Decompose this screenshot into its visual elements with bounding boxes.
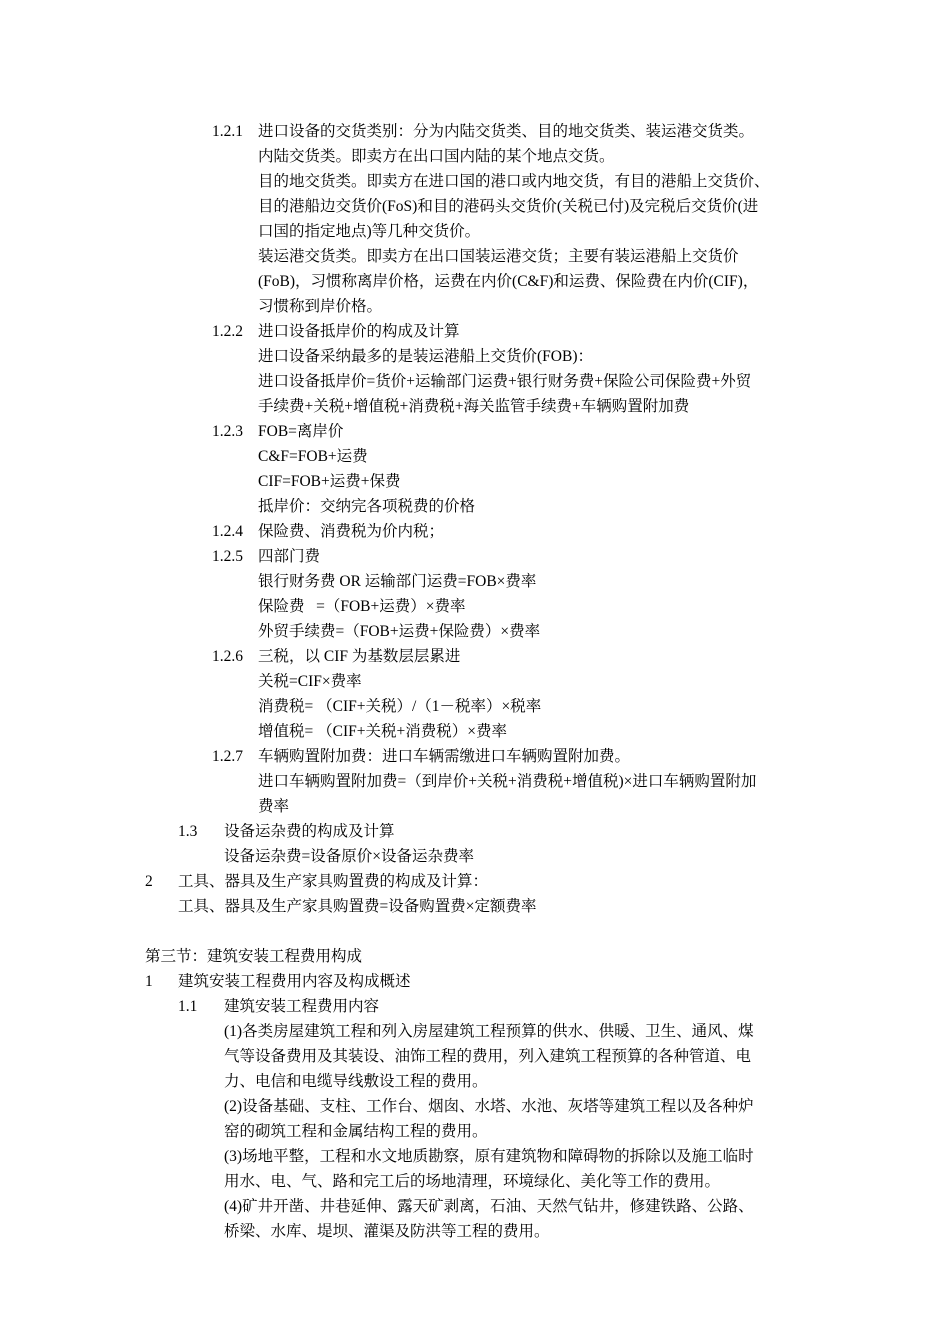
section-number: 1.2.4 — [212, 523, 243, 540]
section-number: 1.1 — [178, 998, 198, 1015]
text-line: 进口设备抵岸价=货价+运输部门运费+银行财务费+保险公司保险费+外贸 — [258, 373, 752, 390]
text-line: 目的地交货类。即卖方在进口国的港口或内地交货，有目的港船上交货价、 — [258, 173, 770, 190]
section-heading: 四部门费 — [258, 548, 321, 565]
text-line: 抵岸价：交纳完各项税费的价格 — [258, 498, 476, 515]
text-line: 习惯称到岸价格。 — [258, 298, 383, 315]
section-heading: 建筑安装工程费用内容及构成概述 — [178, 973, 411, 990]
text-line: 口国的指定地点)等几种交货价。 — [258, 223, 481, 240]
section-heading: 工具、器具及生产家具购置费的构成及计算： — [178, 873, 489, 890]
paragraph-line: 气等设备费用及其装设、油饰工程的费用，列入建筑工程预算的各种管道、电 — [224, 1048, 752, 1065]
paragraph-line: 桥梁、水库、堤坝、灌渠及防洪等工程的费用。 — [224, 1223, 550, 1240]
text-line: 目的港船边交货价(FoS)和目的港码头交货价(关税已付)及完税后交货价(进 — [258, 198, 759, 215]
text-line: (FoB)，习惯称离岸价格，运费在内价(C&F)和运费、保险费在内价(CIF)， — [258, 273, 759, 290]
paragraph-line: (3)场地平整，工程和水文地质勘察，原有建筑物和障碍物的拆除以及施工临时 — [224, 1148, 754, 1165]
section-heading: 设备运杂费的构成及计算 — [224, 823, 395, 840]
formula-line: 银行财务费 OR 运输部门运费=FOB×费率 — [258, 573, 537, 590]
section-heading: 进口设备的交货类别：分为内陆交货类、目的地交货类、装运港交货类。 — [258, 123, 755, 140]
formula-line: 费率 — [258, 798, 290, 815]
section-number: 1.2.5 — [212, 548, 243, 565]
paragraph-line: 用水、电、气、路和完工后的场地清理，环境绿化、美化等工作的费用。 — [224, 1173, 721, 1190]
text-line: 内陆交货类。即卖方在出口国内陆的某个地点交货。 — [258, 148, 615, 165]
section-heading: 三税，以 CIF 为基数层层累进 — [258, 648, 461, 665]
section-number: 1.2.3 — [212, 423, 243, 440]
formula-line: 工具、器具及生产家具购置费=设备购置费×定额费率 — [178, 898, 537, 915]
paragraph-line: (4)矿井开凿、井巷延伸、露天矿剥离，石油、天然气钻井，修建铁路、公路、 — [224, 1198, 754, 1215]
text-line: 装运港交货类。即卖方在出口国装运港交货；主要有装运港船上交货价 — [258, 248, 739, 265]
formula-line: 消费税= （CIF+关税）/（1－税率）×税率 — [258, 698, 542, 715]
chapter-title: 第三节：建筑安装工程费用构成 — [145, 948, 363, 965]
section-number: 1.3 — [178, 823, 198, 840]
section-heading: 保险费、消费税为价内税； — [258, 523, 445, 540]
formula-line: 保险费 =（FOB+运费）×费率 — [258, 598, 466, 615]
section-number: 1.2.2 — [212, 323, 243, 340]
paragraph-line: 窑的砌筑工程和金属结构工程的费用。 — [224, 1123, 488, 1140]
text-line: 进口设备采纳最多的是装运港船上交货价(FOB)： — [258, 348, 593, 365]
section-heading: FOB=离岸价 — [258, 423, 344, 440]
section-number: 2 — [145, 873, 153, 890]
paragraph-line: (2)设备基础、支柱、工作台、烟囱、水塔、水池、灰塔等建筑工程以及各种炉 — [224, 1098, 754, 1115]
text-line: CIF=FOB+运费+保费 — [258, 473, 401, 490]
formula-line: 增值税= （CIF+关税+消费税）×费率 — [258, 723, 507, 740]
section-number: 1.2.6 — [212, 648, 243, 665]
section-number: 1.2.7 — [212, 748, 243, 765]
section-number: 1.2.1 — [212, 123, 243, 140]
formula-line: 外贸手续费=（FOB+运费+保险费）×费率 — [258, 623, 541, 640]
text-line: 手续费+关税+增值税+消费税+海关监管手续费+车辆购置附加费 — [258, 398, 690, 415]
paragraph-line: (1)各类房屋建筑工程和列入房屋建筑工程预算的供水、供暖、卫生、通风、煤 — [224, 1023, 754, 1040]
text-line: C&F=FOB+运费 — [258, 448, 368, 465]
section-heading: 车辆购置附加费：进口车辆需缴进口车辆购置附加费。 — [258, 748, 631, 765]
formula-line: 关税=CIF×费率 — [258, 673, 362, 690]
section-heading: 进口设备抵岸价的构成及计算 — [258, 323, 460, 340]
section-number: 1 — [145, 973, 153, 990]
formula-line: 进口车辆购置附加费=（到岸价+关税+消费税+增值税)×进口车辆购置附加 — [258, 773, 757, 790]
formula-line: 设备运杂费=设备原价×设备运杂费率 — [224, 848, 474, 865]
paragraph-line: 力、电信和电缆导线敷设工程的费用。 — [224, 1073, 488, 1090]
section-heading: 建筑安装工程费用内容 — [224, 998, 380, 1015]
